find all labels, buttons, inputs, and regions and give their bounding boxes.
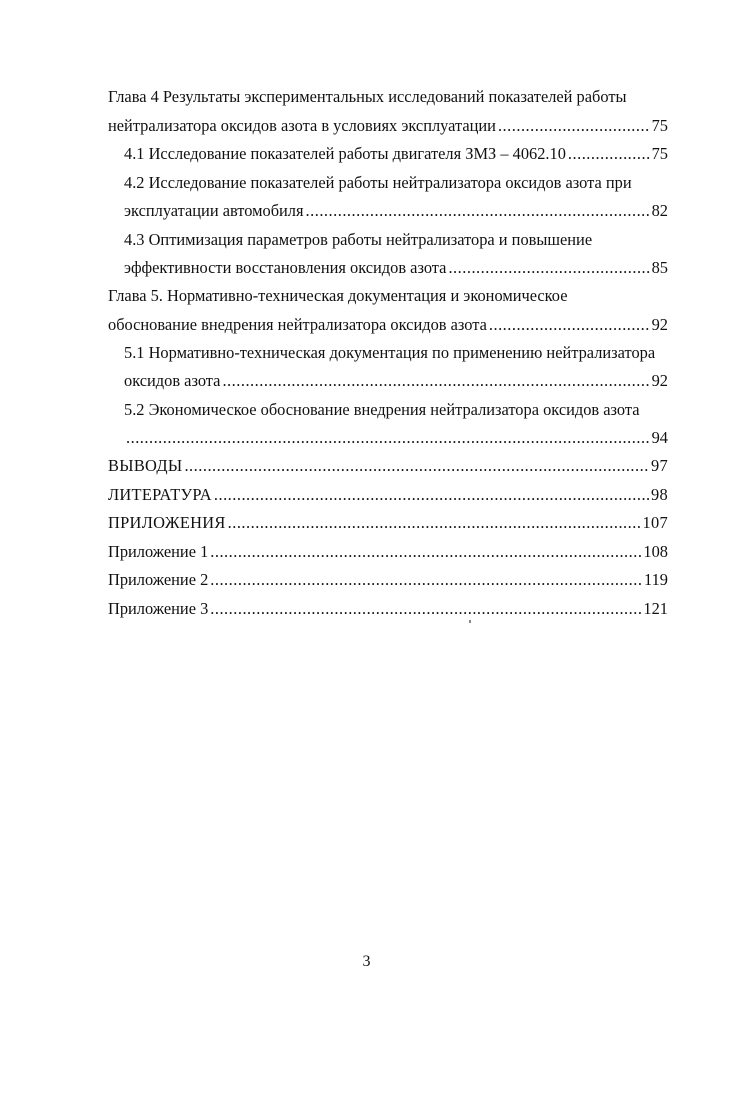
- toc-dot-leader: [228, 510, 641, 536]
- toc-page-number: 82: [651, 201, 668, 220]
- toc-entry-text: 4.3 Оптимизация параметров работы нейтрализатора и повышение: [124, 230, 593, 249]
- toc-page-number: 119: [644, 570, 668, 589]
- toc-appendix-3: [108, 596, 668, 622]
- toc-page-number: 75: [651, 144, 668, 163]
- toc-entry-text: нейтрализатора оксидов азота в условиях эксплуатации: [108, 116, 496, 135]
- toc-entry-text: Приложение 3: [108, 599, 209, 618]
- toc-page-number: 108: [643, 542, 668, 561]
- toc-page-number: 92: [651, 371, 668, 390]
- toc-section-4-1: [124, 141, 668, 167]
- toc-page-number: 121: [643, 599, 668, 618]
- toc-entry-text: оксидов азота: [124, 371, 221, 390]
- toc-entry-text: Приложение 2: [108, 570, 209, 589]
- toc-entry-text: Глава 5. Нормативно-техническая документация и экономическое: [108, 286, 568, 305]
- toc-chapter-5-heading-cont: [108, 312, 668, 338]
- toc-section-5-2: [124, 397, 668, 423]
- toc-section-5-1-cont: [124, 368, 668, 394]
- toc-page-number: 75: [651, 116, 668, 135]
- page-number: 3: [362, 953, 371, 970]
- toc-dot-leader: [214, 482, 649, 508]
- toc-entry-text: ЛИТЕРАТУРА: [108, 485, 212, 504]
- toc-chapter-4-heading-cont: [108, 113, 668, 139]
- toc-section-4-3-cont: [124, 255, 668, 281]
- toc-entry-text: 4.2 Исследование показателей работы нейтрализатора оксидов азота при: [124, 173, 632, 192]
- toc-entry-text: 4.1 Исследование показателей работы двигателя ЗМЗ – 4062.10: [124, 144, 566, 163]
- toc-entry-text: Приложение 1: [108, 542, 209, 561]
- toc-page-number: 107: [642, 513, 668, 532]
- toc-entry-text: эксплуатации автомобиля: [124, 201, 304, 220]
- toc-page-number: 97: [651, 456, 668, 475]
- toc-section-4-3: [124, 227, 668, 253]
- toc-chapter-4-heading: [108, 84, 668, 110]
- toc-chapter-5-heading: [108, 283, 668, 309]
- toc-dot-leader: [222, 368, 649, 394]
- toc-dot-leader: [498, 113, 650, 139]
- toc-dot-leader: [306, 198, 650, 224]
- scan-speck: [469, 620, 471, 623]
- toc-section-5-1: [124, 340, 668, 366]
- toc-appendix-2: [108, 567, 668, 593]
- toc-entry-text: 5.1 Нормативно-техническая документация по применению нейтрализатора: [124, 343, 656, 362]
- toc-entry-text: обоснование внедрения нейтрализатора оксидов азота: [108, 315, 487, 334]
- toc-dot-leader: [448, 255, 649, 281]
- toc-conclusions: [108, 453, 668, 479]
- toc-entry-text: эффективности восстановления оксидов азота: [124, 258, 447, 277]
- toc-page-number: 94: [651, 428, 668, 447]
- toc-entry-text: 5.2 Экономическое обоснование внедрения нейтрализатора оксидов азота: [124, 400, 640, 419]
- toc-appendix-1: [108, 539, 668, 565]
- toc-dot-leader: [210, 539, 641, 565]
- toc-dot-leader: [210, 567, 642, 593]
- toc-section-4-2-cont: [124, 198, 668, 224]
- toc-dot-leader: [126, 425, 650, 451]
- toc-dot-leader: [210, 596, 641, 622]
- toc-dot-leader: [489, 312, 650, 338]
- toc-section-5-2-cont: [124, 425, 668, 451]
- toc-appendices: [108, 510, 668, 536]
- toc-literature: [108, 482, 668, 508]
- toc-page-number: 85: [651, 258, 668, 277]
- toc-entry-text: ВЫВОДЫ: [108, 456, 183, 475]
- toc-dot-leader: [568, 141, 650, 167]
- toc-page-number: 98: [651, 485, 668, 504]
- toc-entry-text: Глава 4 Результаты экспериментальных исследований показателей работы: [108, 87, 627, 106]
- toc-section-4-2: [124, 170, 668, 196]
- toc-entry-text: ПРИЛОЖЕНИЯ: [108, 513, 226, 532]
- toc-dot-leader: [184, 453, 649, 479]
- toc-page-number: 92: [651, 315, 668, 334]
